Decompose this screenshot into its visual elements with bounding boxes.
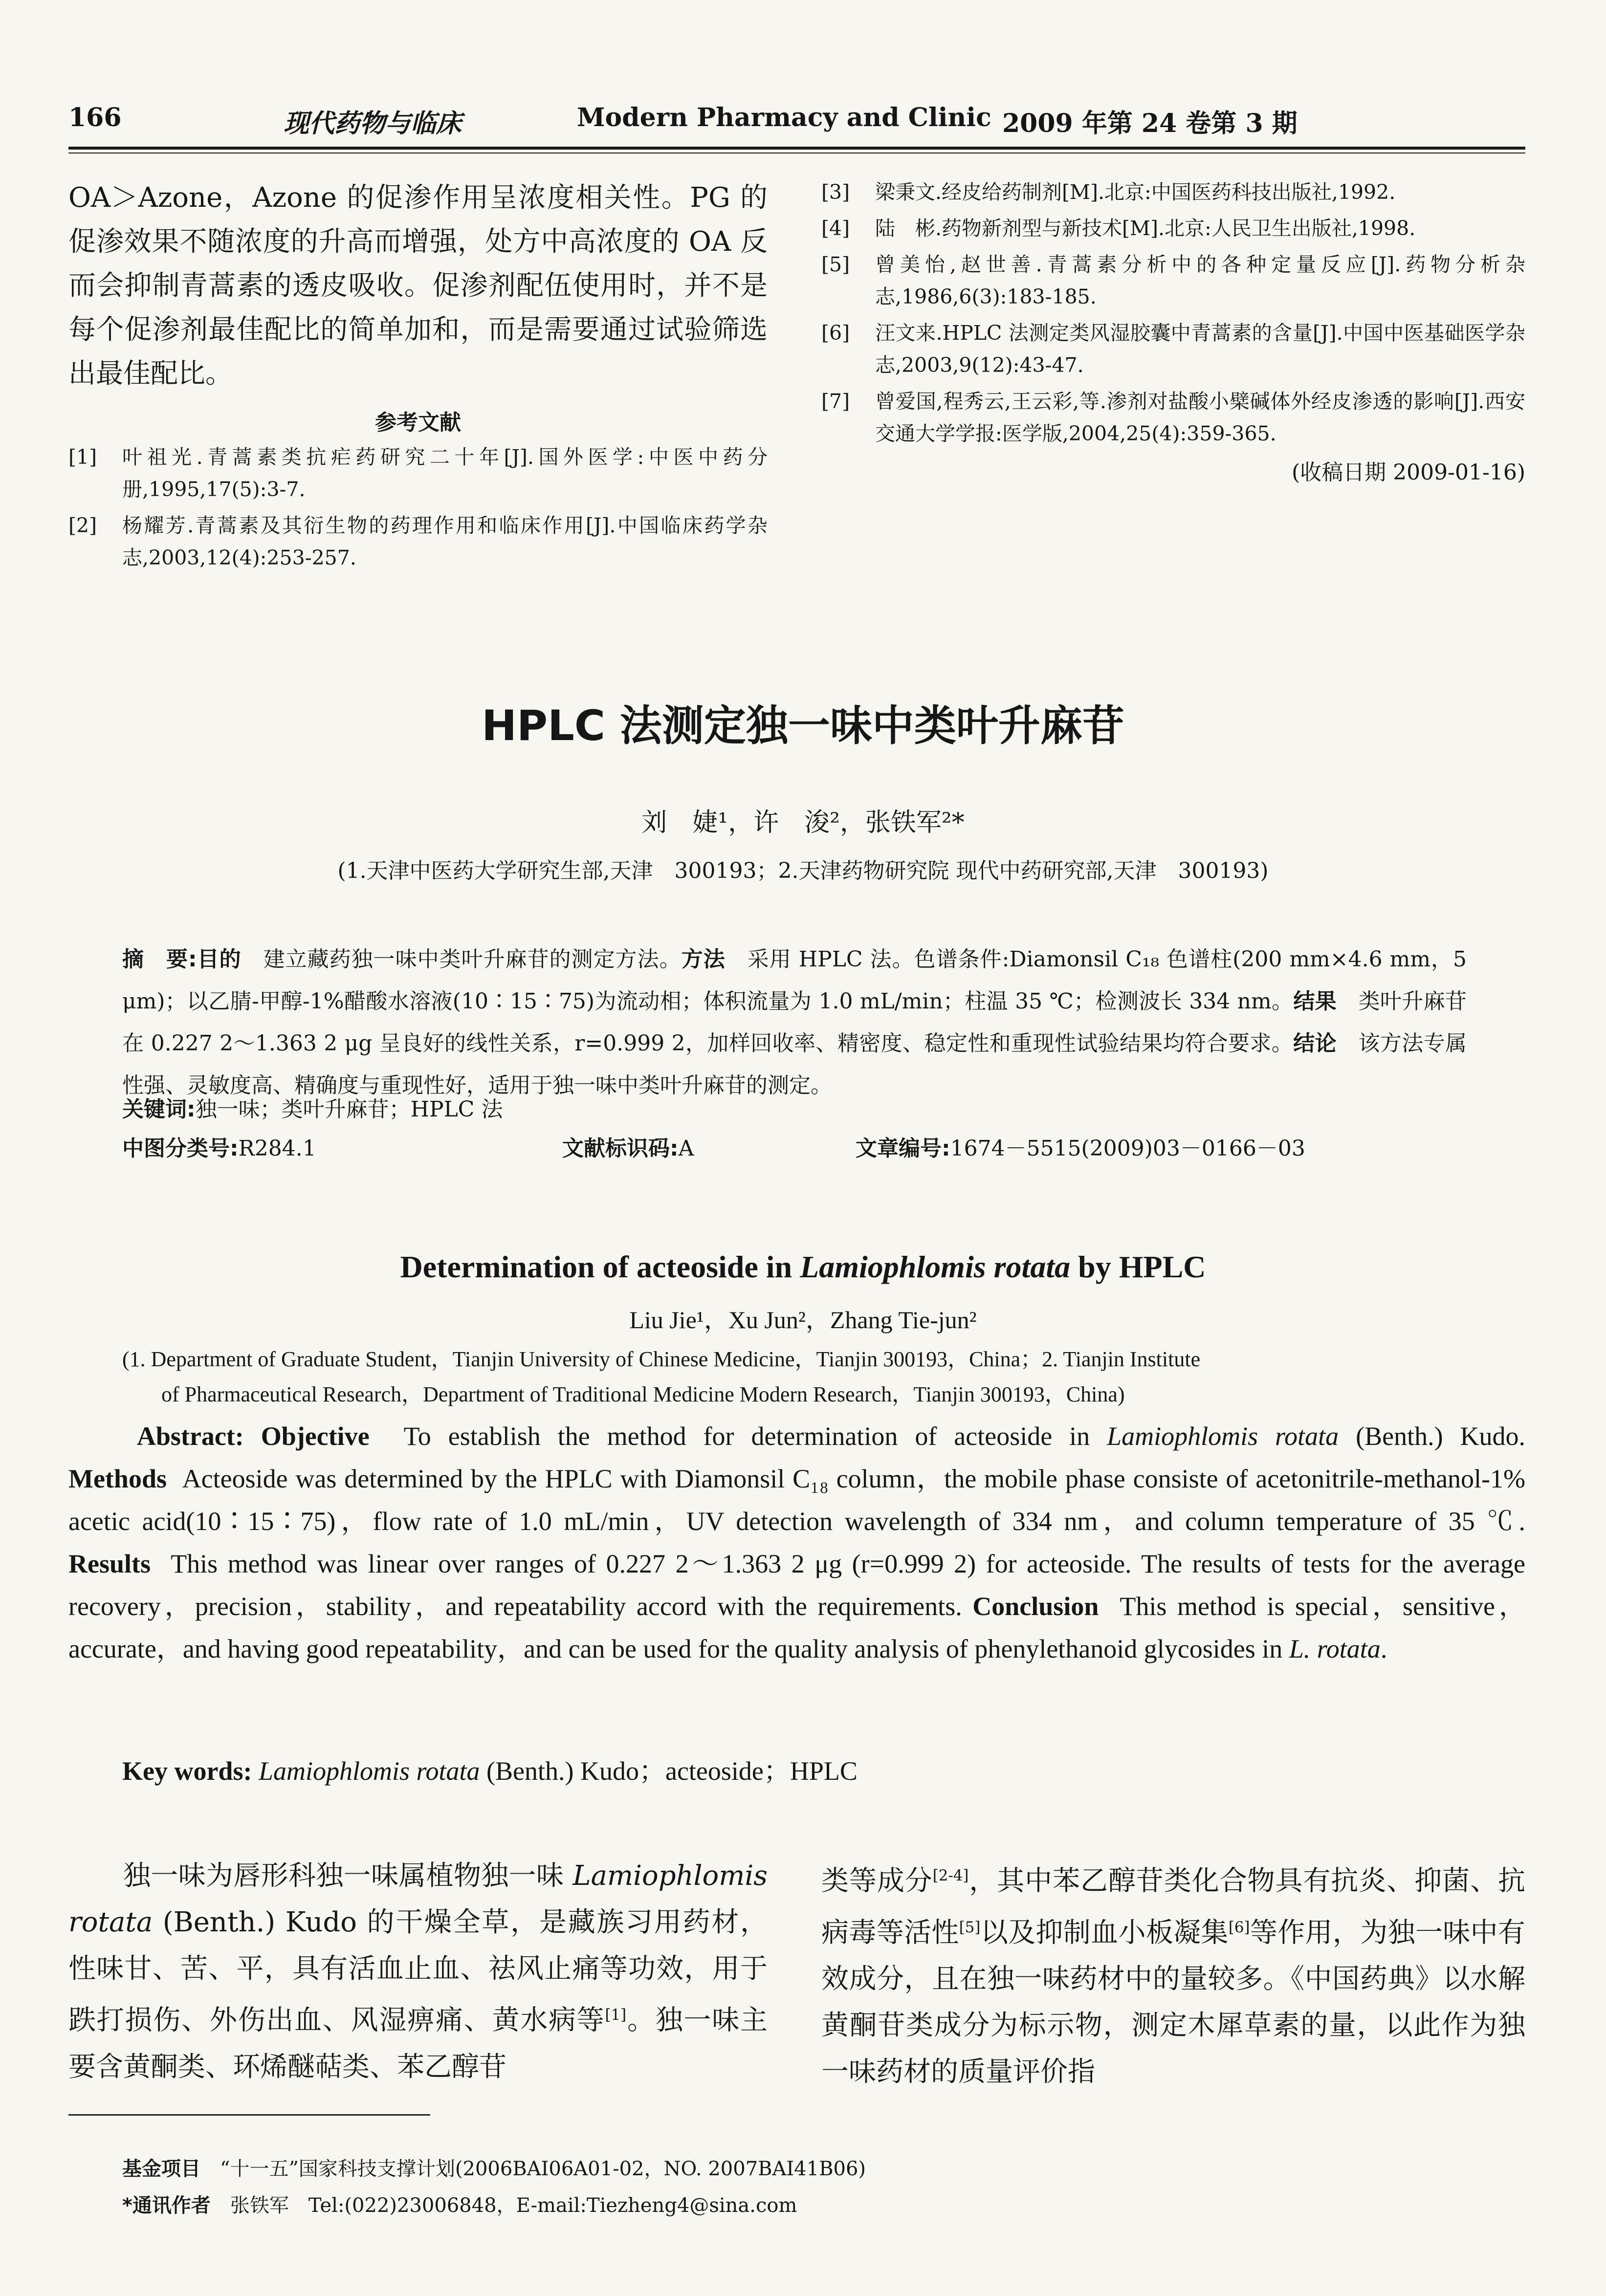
objective-label: 目的 (197, 947, 242, 972)
reference-item (821, 248, 1525, 313)
conclusion-text: 该方法专属性强、灵敏度高、精确度与重现性好，适用于独一味中类叶升麻苷的测定。 (122, 1031, 1467, 1098)
objective-en-text-a: To establish the method for determination of acteoside in (403, 1421, 1107, 1451)
classification-line (122, 1129, 1467, 1168)
header-rule (68, 147, 1525, 150)
authors-cn: 刘 婕¹，许 浚²，张铁军²* (641, 808, 965, 837)
results-en-text: This method was linear over ranges of 0.227 2～1.363 2 μg (r=0.999 2) for acteoside. The results of tests for the average recovery，precision，stability，and repeatability accord with the requirements. (68, 1549, 1525, 1621)
abstract-label: 摘 要: (122, 947, 197, 972)
keywords-label: 关键词: (122, 1097, 196, 1122)
prev-article-left-column (68, 176, 768, 578)
intro-left-a: 独一味为唇形科独一味属植物独一味 (123, 1860, 573, 1892)
reference-number: [2] (68, 514, 97, 537)
prev-article-right-column (821, 176, 1525, 486)
citation: [1] (605, 2006, 627, 2024)
reference-text: 曾美怡,赵世善.青蒿素分析中的各种定量反应[J].药物分析杂志,1986,6(3):183-185. (875, 253, 1525, 308)
objective-en-species: Lamiophlomis rotata (1107, 1421, 1339, 1451)
keywords-en-species: Lamiophlomis rotata (258, 1756, 480, 1786)
reference-text: 曾爱国,程秀云,王云彩,等.渗剂对盐酸小檗碱体外经皮渗透的影响[J].西安交通大学学报:医学版,2004,25(4):359-365. (875, 390, 1525, 445)
journal-name-en: Modern Pharmacy and Clinic (577, 103, 991, 132)
conclusion-en-text-a: This method is special，sensitive，accurate，and having good repeatability，and can be used for the quality analysis of phenylethanoid glycosides in (68, 1592, 1525, 1663)
reference-item (68, 441, 768, 505)
prev-article-text: OA＞Azone，Azone 的促渗作用呈浓度相关性。PG 的促渗效果不随浓度的升高而增强，处方中高浓度的 OA 反而会抑制青蒿素的透皮吸收。促渗剂配伍使用时，并不是每个促渗剂最佳配比的简单加和，而是需要通过试验筛选出最佳配比。 (68, 182, 768, 390)
intro-paragraph-right (821, 1853, 1525, 2095)
affiliation-en (122, 1342, 1501, 1412)
clc-label: 中图分类号: (122, 1136, 239, 1161)
body-right-column (821, 1853, 1525, 2095)
article-id-value: 1674－5515(2009)03－0166－03 (950, 1136, 1305, 1161)
reference-item (821, 212, 1525, 244)
reference-item (68, 509, 768, 574)
footnote-funding (122, 2153, 866, 2181)
keywords-text: 独一味；类叶升麻苷；HPLC 法 (195, 1097, 503, 1122)
authors-en: Liu Jie¹，Xu Jun²，Zhang Tie-jun² (629, 1306, 977, 1334)
issue-info: 2009 年第 24 卷第 3 期 (1002, 109, 1298, 138)
citation: [2-4] (932, 1867, 969, 1884)
article-title-en (0, 1249, 1606, 1285)
clc-value: R284.1 (238, 1136, 316, 1161)
intro-left-species: Lamiophlomis rotata (68, 1860, 768, 1938)
reference-item (821, 385, 1525, 450)
results-en-label: Results (68, 1549, 151, 1578)
article-id-label: 文章编号: (856, 1136, 950, 1161)
reference-number: [1] (68, 445, 97, 469)
abstract-cn (122, 939, 1467, 1107)
affiliation-en-line1: (1. Department of Graduate Student，Tianjin University of Chinese Medicine，Tianjin 300193，China；2. Tianjin Institute (122, 1347, 1201, 1371)
footnote-corresponding (122, 2190, 797, 2218)
body-left-column (68, 1853, 768, 2090)
reference-number: [7] (821, 390, 850, 413)
intro-right-a: 类等成分 (821, 1865, 933, 1897)
intro-right-d: 等作用，为独一味中有效成分，且在独一味药材中的量较多。《中国药典》以水解黄酮苷类成分为标示物，测定木犀草素的量，以此作为独一味药材的质量评价指 (821, 1917, 1526, 2088)
intro-left-c: 。独一味主要含黄酮类、环烯醚萜类、苯乙醇苷 (68, 2004, 768, 2083)
methods-label: 方法 (681, 947, 726, 972)
objective-text: 建立藏药独一味中类叶升麻苷的测定方法。 (263, 947, 682, 972)
affiliation-cn: (1.天津中医药大学研究生部,天津 300193；2.天津药物研究院 现代中药研究部,天津 300193) (337, 858, 1269, 883)
affiliation-en-line2: of Pharmaceutical Research，Department of Traditional Medicine Modern Research，Tianjin 300193，China) (161, 1382, 1125, 1406)
citation: [5] (959, 1918, 981, 1936)
reference-number: [4] (821, 217, 850, 240)
reference-text: 杨耀芳.青蒿素及其衍生物的药理作用和临床作用[J].中国临床药学杂志,2003,12(4):253-257. (122, 514, 768, 569)
reference-text: 汪文来.HPLC 法测定类风湿胶囊中青蒿素的含量[J].中国中医基础医学杂志,2003,9(12):43-47. (875, 321, 1525, 377)
title-en-part2: by HPLC (1070, 1249, 1206, 1284)
reference-text: 叶祖光.青蒿素类抗疟药研究二十年[J].国外医学:中医中药分册,1995,17(5):3-7. (122, 445, 768, 501)
reference-item (821, 176, 1525, 208)
received-date: (收稿日期 2009-01-16) (1291, 460, 1525, 485)
title-en-part1: Determination of acteoside in (400, 1249, 800, 1284)
intro-paragraph-left (68, 1853, 768, 2090)
intro-left-b: (Benth.) Kudo 的干燥全草，是藏族习用药材，性味甘、苦、平，具有活血止血、祛风止痛等功效，用于跌打损伤、外伤出血、风湿痹痛、黄水病等 (68, 1906, 768, 2036)
conclusion-en-species: L. rotata (1289, 1634, 1381, 1663)
abstract-en-label: Abstract: (136, 1421, 244, 1451)
intro-right-b: ，其中苯乙醇苷类化合物具有抗炎、抑菌、抗病毒等活性 (821, 1865, 1526, 1949)
methods-text: 采用 HPLC 法。色谱条件:Diamonsil C₁₈ 色谱柱(200 mm×4.6 mm，5 μm)；以乙腈-甲醇-1%醋酸水溶液(10∶15∶75)为流动相；体积流量为 1.0 mL/min；柱温 35 ℃；检测波长 334 nm。 (122, 947, 1467, 1014)
methods-en-text: Acteoside was determined by the HPLC with Diamonsil C₁₈ column，the mobile phase consiste of acetonitrile-methanol-1% acetic acid(10∶15∶75)，flow rate of 1.0 mL/min，UV detection wavelength of 334 nm，and column temperature of 35 ℃. (68, 1464, 1526, 1536)
running-header (68, 98, 1525, 142)
reference-text: 陆 彬.药物新剂型与新技术[M].北京:人民卫生出版社,1998. (875, 217, 1416, 240)
page-number: 166 (68, 103, 122, 132)
conclusion-en-text-b: . (1380, 1634, 1387, 1663)
doc-code-value: A (678, 1136, 694, 1161)
objective-en-text-b: (Benth.) Kudo. (1339, 1421, 1526, 1451)
funding-label: 基金项目 (122, 2158, 200, 2180)
results-label: 结果 (1293, 989, 1337, 1014)
citation: [6] (1228, 1918, 1250, 1936)
conclusion-label: 结论 (1293, 1031, 1337, 1056)
title-en-species: Lamiophlomis rotata (800, 1249, 1071, 1284)
reference-text: 梁秉文.经皮给药制剂[M].北京:中国医药科技出版社,1992. (875, 180, 1396, 204)
intro-right-c: 以及抑制血小板凝集 (980, 1917, 1229, 1949)
conclusion-en-label: Conclusion (972, 1592, 1099, 1621)
reference-number: [6] (821, 321, 850, 345)
corresponding-text: 张铁军 Tel:(022)23006848，E-mail:Tiezheng4@sina.com (230, 2194, 797, 2217)
objective-en-label: Objective (261, 1421, 370, 1451)
abstract-en (68, 1415, 1525, 1670)
article-title-cn: HPLC 法测定独一味中类叶升麻苷 (482, 701, 1124, 750)
reference-number: [3] (821, 180, 850, 204)
methods-en-label: Methods (68, 1464, 167, 1493)
corresponding-label: *通讯作者 (122, 2194, 211, 2217)
references-title: 参考文献 (375, 410, 461, 435)
keywords-en (122, 1750, 1525, 1788)
keywords-en-label: Key words: (122, 1756, 252, 1786)
doc-code-label: 文献标识码: (562, 1136, 679, 1161)
reference-item (821, 317, 1525, 381)
results-text: 类叶升麻苷在 0.227 2～1.363 2 μg 呈良好的线性关系，r=0.999 2，加样回收率、精密度、稳定性和重现性试验结果均符合要求。 (122, 989, 1467, 1056)
journal-name-cn: 现代药物与临床 (284, 109, 462, 138)
keywords-cn (122, 1090, 1467, 1129)
funding-text: “十一五”国家科技支撑计划(2006BAI06A01-02，NO. 2007BAI41B06) (220, 2158, 866, 2180)
footnote-rule (68, 2114, 430, 2116)
keywords-en-text: (Benth.) Kudo；acteoside；HPLC (480, 1756, 858, 1786)
reference-number: [5] (821, 253, 850, 276)
